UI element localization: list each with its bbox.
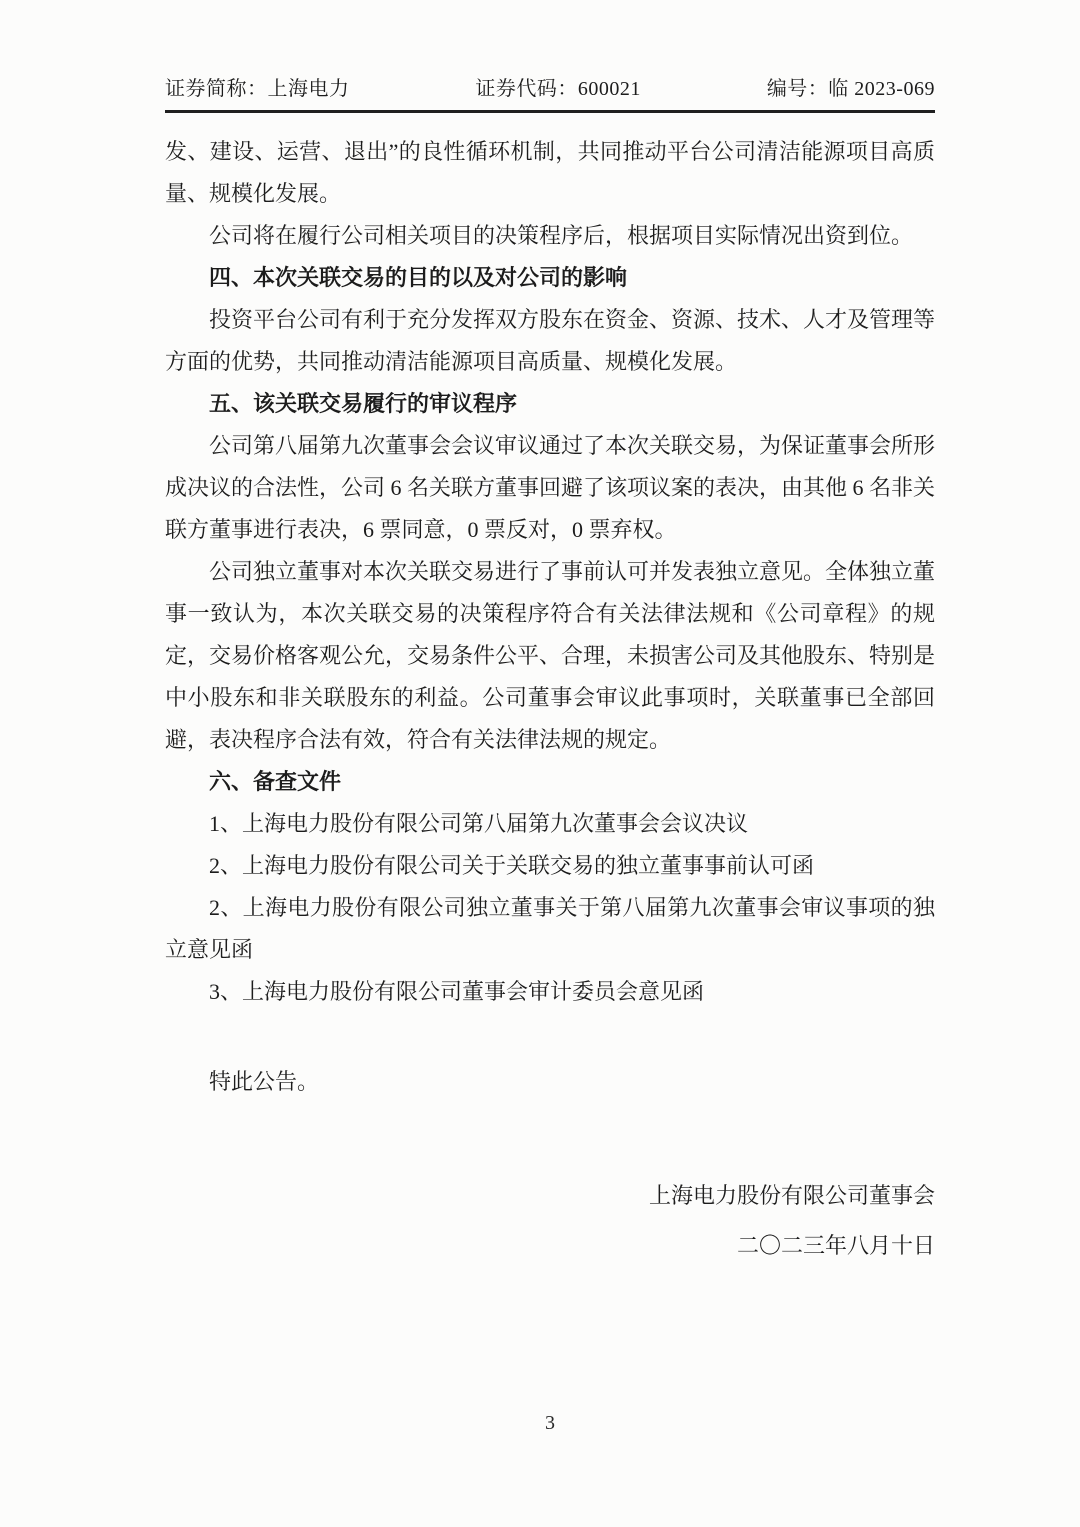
paragraph-purpose: 投资平台公司有利于充分发挥双方股东在资金、资源、技术、人才及管理等方面的优势，共同推动清洁能源项目高质量、规模化发展。: [165, 307, 936, 374]
page-number: 3: [545, 1412, 555, 1434]
document-body: [165, 131, 935, 1271]
section-heading-review-procedure: 五、该关联交易履行的审议程序: [209, 391, 518, 416]
paragraph-board-vote: 公司第八届第九次董事会会议审议通过了本次关联交易，为保证董事会所形成决议的合法性，公司 6 名关联方董事回避了该项议案的表决，由其他 6 名非关联方董事进行表决，6 票同意，0 票反对，0 票弃权。: [165, 433, 936, 542]
document-header: [165, 72, 935, 113]
reference-document-item-1: 1、上海电力股份有限公司第八届第九次董事会会议决议: [209, 811, 749, 836]
section-heading-purpose: 四、本次关联交易的目的以及对公司的影响: [209, 265, 628, 290]
reference-document-item-2: 2、上海电力股份有限公司关于关联交易的独立董事事前认可函: [209, 853, 815, 878]
stock-code: 证券代码：600021: [475, 78, 641, 100]
announcement-number: 编号：临 2023-069: [766, 78, 935, 100]
signature-date: 二〇二三年八月十日: [736, 1233, 935, 1258]
stock-short-name: 证券简称：上海电力: [165, 78, 350, 100]
signature-block: [165, 1171, 935, 1271]
signature-company: 上海电力股份有限公司董事会: [648, 1183, 935, 1208]
reference-document-item-3: 3、上海电力股份有限公司董事会审计委员会意见函: [209, 979, 705, 1004]
reference-document-item-2b: 2、上海电力股份有限公司独立董事关于第八届第九次董事会审议事项的独立意见函: [165, 895, 935, 962]
paragraph-continuation: 发、建设、运营、退出”的良性循环机制，共同推动平台公司清洁能源项目高质量、规模化发展。: [165, 139, 935, 206]
section-heading-reference-documents: 六、备查文件: [209, 769, 342, 794]
closing-statement: 特此公告。: [209, 1069, 320, 1094]
paragraph-funding: 公司将在履行公司相关项目的决策程序后，根据项目实际情况出资到位。: [209, 223, 914, 248]
paragraph-independent-directors: 公司独立董事对本次关联交易进行了事前认可并发表独立意见。全体独立董事一致认为，本次关联交易的决策程序符合有关法律法规和《公司章程》的规定，交易价格客观公允，交易条件公平、合理，未损害公司及其他股东、特别是中小股东和非关联股东的利益。公司董事会审议此事项时，关联董事已全部回避，表决程序合法有效，符合有关法律法规的规定。: [165, 559, 936, 752]
